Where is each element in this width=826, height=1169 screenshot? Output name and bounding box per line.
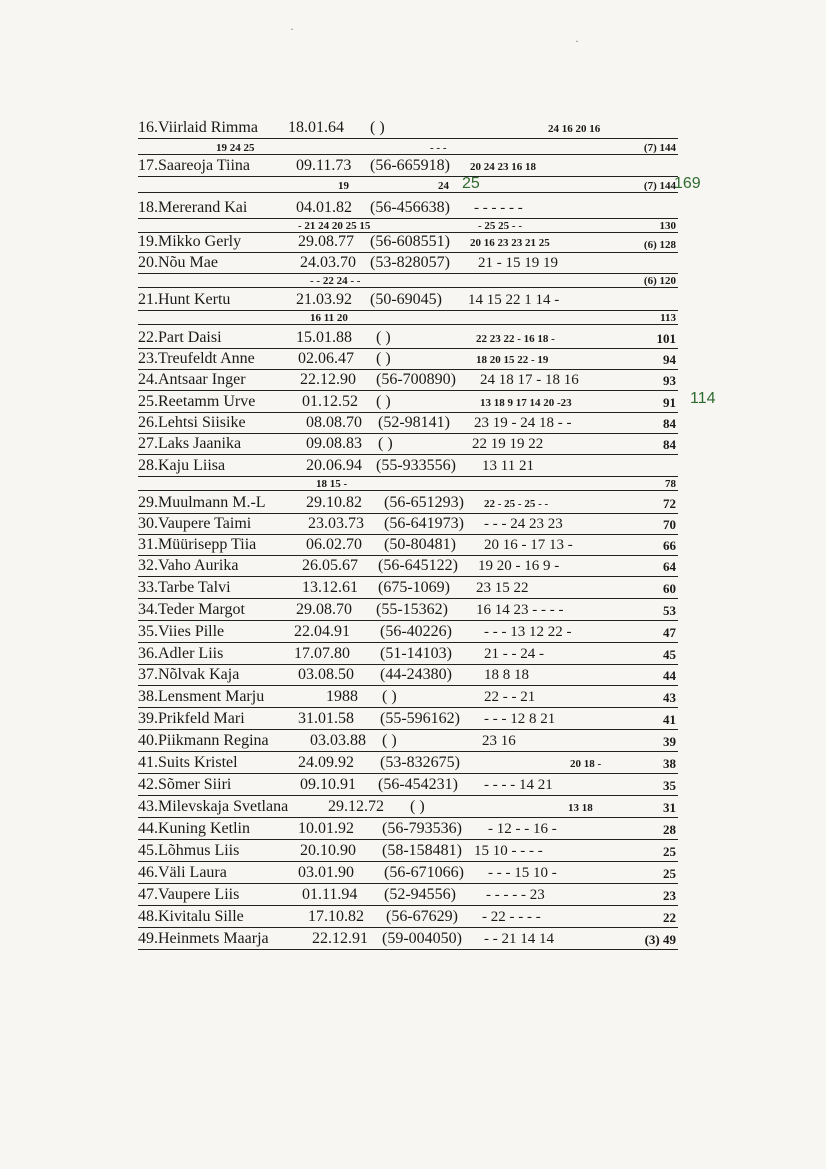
total-score: (6) 120 [643,275,676,287]
id-code: (58-158481) [382,842,462,859]
total-score: 53 [663,603,676,618]
participant-name: 29.Muulmann M.-L [138,494,266,511]
total-score: 93 [663,373,676,388]
id-code: (55-15362) [376,601,448,618]
scores: 13 18 [568,802,593,814]
id-code: ( ) [382,732,397,749]
id-code: (56-454231) [378,776,458,793]
total-score: 45 [663,647,676,662]
participant-name: 20.Nõu Mae [138,254,218,271]
total-score: 28 [663,822,676,837]
id-code: (56-456638) [370,199,450,216]
id-code: ( ) [378,435,393,452]
participant-name: 43.Milevskaja Svetlana [138,798,289,815]
total-score: 23 [663,888,676,903]
list-item [138,907,678,928]
list-item [138,797,678,818]
scores: 23 19 - 24 18 - - [474,415,572,431]
total-score: 78 [665,478,676,490]
birth-date: 13.12.61 [302,579,358,596]
participant-name: 23.Treufeldt Anne [138,350,255,367]
list-item [138,863,678,884]
participant-name: 33.Tarbe Talvi [138,579,231,596]
sub-row [138,140,678,155]
total-score: (7) 144 [643,180,676,192]
scores: 18 20 15 22 - 19 [476,354,549,366]
total-score: 44 [663,668,676,683]
scores: 21 - - 24 - [484,646,544,662]
list-item [138,514,678,535]
sub-scores-2: 24 [438,180,449,192]
participant-name: 49.Heinmets Maarja [138,930,269,947]
scores: 15 10 - - - - [474,843,543,859]
id-code: (50-80481) [384,536,456,553]
id-code: ( ) [410,798,425,815]
list-item [138,775,678,796]
birth-date: 18.01.64 [288,119,344,136]
id-code: (59-004050) [382,930,462,947]
sub-row [138,273,678,288]
scores: - - - 15 10 - [488,865,557,881]
list-item [138,232,678,253]
scores: - - - - - - [474,200,523,216]
sub-scores: - 21 24 20 25 15 [298,220,371,232]
list-item [138,290,678,311]
birth-date: 24.09.92 [298,754,354,771]
birth-date: 03.03.88 [310,732,366,749]
id-code: (56-700890) [376,371,456,388]
id-code: (56-67629) [386,908,458,925]
participant-name: 16.Viirlaid Rimma [138,119,258,136]
participant-name: 17.Saareoja Tiina [138,157,250,174]
sub-scores-2: - - - [430,142,447,154]
participant-name: 37.Nõlvak Kaja [138,666,240,683]
sub-row [138,218,678,233]
sub-scores: 19 [338,180,349,192]
participant-name: 27.Laks Jaanika [138,435,242,452]
total-score: 22 [663,910,676,925]
id-code: (53-832675) [380,754,460,771]
list-item [138,665,678,686]
handwritten-note: 114 [690,390,716,407]
total-score: 39 [663,734,676,749]
scores: 18 8 18 [484,667,529,683]
birth-date: 29.12.72 [328,798,384,815]
participant-name: 31.Müürisepp Tiia [138,536,257,553]
list-item [138,841,678,862]
participant-name: 46.Väli Laura [138,864,227,881]
total-score: (6) 128 [643,239,676,251]
id-code: (56-665918) [370,157,450,174]
scores: 20 24 23 16 18 [470,161,536,173]
list-item [138,413,678,434]
list-item [138,198,678,219]
total-score: 94 [663,352,676,367]
scan-speck: · [575,34,579,48]
scores: 23 16 [482,733,516,749]
total-score: 64 [663,559,676,574]
scores: - 12 - - 16 - [488,821,557,837]
scores: 23 15 22 [476,580,529,596]
birth-date: 22.04.91 [294,623,350,640]
participant-name: 36.Adler Liis [138,645,224,662]
birth-date: 22.12.90 [300,371,356,388]
scores: 20 16 - 17 13 - [484,537,573,553]
scores: - - - - 14 21 [484,777,553,793]
participant-name: 38.Lensment Marju [138,688,265,705]
id-code: (56-40226) [380,623,452,640]
sub-scores-2: - 25 25 - - [478,220,522,232]
birth-date: 01.12.52 [302,393,358,410]
total-score: (7) 144 [643,142,676,154]
id-code: (55-933556) [376,457,456,474]
scores: 20 16 23 23 21 25 [470,237,550,249]
list-item [138,392,678,413]
list-item [138,253,678,274]
total-score: 38 [663,756,676,771]
sub-row [138,178,678,193]
birth-date: 29.08.77 [298,233,354,250]
scores: 22 - - 21 [484,689,536,705]
participant-name: 41.Suits Kristel [138,754,238,771]
birth-date: 15.01.88 [296,329,352,346]
total-score: 72 [663,496,676,511]
list-item [138,118,678,139]
scores: 22 23 22 - 16 18 - [476,333,555,345]
total-score: 31 [663,800,676,815]
birth-date: 21.03.92 [296,291,352,308]
id-code: ( ) [376,350,391,367]
list-item [138,456,678,477]
birth-date: 20.06.94 [306,457,362,474]
participant-name: 47.Vaupere Liis [138,886,240,903]
sub-scores: - - 22 24 - - [310,275,361,287]
birth-date: 09.08.83 [306,435,362,452]
list-item [138,434,678,455]
id-code: (56-793536) [382,820,462,837]
id-code: (52-94556) [384,886,456,903]
birth-date: 08.08.70 [306,414,362,431]
id-code: (52-98141) [378,414,450,431]
birth-date: 02.06.47 [298,350,354,367]
total-score: 66 [663,538,676,553]
total-score: 25 [663,844,676,859]
list-item [138,687,678,708]
birth-date: 04.01.82 [296,199,352,216]
scores: 24 18 17 - 18 16 [480,372,579,388]
scores: - - - - - 23 [486,887,545,903]
birth-date: 29.10.82 [306,494,362,511]
participant-name: 39.Prikfeld Mari [138,710,245,727]
birth-date: 01.11.94 [302,886,358,903]
participant-name: 21.Hunt Kertu [138,291,231,308]
id-code: (50-69045) [370,291,442,308]
participant-name: 40.Piikmann Regina [138,732,269,749]
sub-scores: 16 11 20 [310,312,348,324]
list-item [138,535,678,556]
id-code: (56-651293) [384,494,464,511]
sub-scores: 19 24 25 [216,142,255,154]
list-item [138,349,678,370]
total-score: 25 [663,866,676,881]
total-score: 47 [663,625,676,640]
total-score: (3) 49 [644,932,676,947]
scores: - - 21 14 14 [484,931,554,947]
list-item [138,731,678,752]
scores: 21 - 15 19 19 [478,255,558,271]
scores: 22 - 25 - 25 - - [484,498,549,510]
participant-name: 25.Reetamm Urve [138,393,256,410]
birth-date: 17.07.80 [294,645,350,662]
participant-name: 30.Vaupere Taimi [138,515,252,532]
id-code: ( ) [370,119,385,136]
list-item [138,644,678,665]
birth-date: 22.12.91 [312,930,368,947]
list-item [138,885,678,906]
list-item [138,600,678,621]
total-score: 113 [660,312,676,324]
id-code: (56-671066) [384,864,464,881]
participant-name: 28.Kaju Liisa [138,457,226,474]
id-code: ( ) [376,393,391,410]
birth-date: 03.08.50 [298,666,354,683]
id-code: (53-828057) [370,254,450,271]
id-code: (56-645122) [378,557,458,574]
birth-date: 26.05.67 [302,557,358,574]
scores: 16 14 23 - - - - [476,602,564,618]
id-code: (56-608551) [370,233,450,250]
total-score: 91 [663,395,676,410]
list-item [138,328,678,349]
participant-name: 48.Kivitalu Sille [138,908,244,925]
total-score: 41 [663,712,676,727]
total-score: 70 [663,517,676,532]
list-item [138,370,678,391]
list-item [138,819,678,840]
list-item [138,556,678,577]
id-code: ( ) [382,688,397,705]
birth-date: 20.10.90 [300,842,356,859]
id-code: (56-641973) [384,515,464,532]
participant-name: 42.Sõmer Siiri [138,776,232,793]
sub-row [138,310,678,325]
scores: 13 18 9 17 14 20 -23 [480,397,572,409]
birth-date: 31.01.58 [298,710,354,727]
birth-date: 06.02.70 [306,536,362,553]
birth-date: 17.10.82 [308,908,364,925]
birth-date: 1988 [326,688,358,705]
scores: 14 15 22 1 14 - [468,292,560,308]
scores: - - - 24 23 23 [484,516,563,532]
participant-name: 22.Part Daisi [138,329,222,346]
scores: 22 19 19 22 [472,436,544,452]
scores: - - - 13 12 22 - [484,624,572,640]
scores: - 22 - - - - [482,909,541,925]
participant-name: 45.Lõhmus Liis [138,842,240,859]
total-score: 130 [659,220,676,232]
total-score: 84 [663,437,676,452]
birth-date: 03.01.90 [298,864,354,881]
participant-name: 19.Mikko Gerly [138,233,242,250]
birth-date: 09.10.91 [300,776,356,793]
list-item [138,622,678,643]
list-item [138,709,678,730]
scores: 13 11 21 [482,458,534,474]
total-score: 43 [663,690,676,705]
sub-scores: 18 15 - [316,478,348,490]
handwritten-note: 169 [674,175,701,192]
participant-name: 32.Vaho Aurika [138,557,239,574]
total-score: 84 [663,416,676,431]
participant-name: 44.Kuning Ketlin [138,820,250,837]
list-item [138,493,678,514]
participant-name: 35.Viies Pille [138,623,225,640]
total-score: 101 [656,331,676,346]
participant-name: 34.Teder Margot [138,601,245,618]
birth-date: 29.08.70 [296,601,352,618]
scan-speck: · [290,22,294,36]
id-code: (55-596162) [380,710,460,727]
birth-date: 09.11.73 [296,157,352,174]
handwritten-note: 25 [462,175,480,192]
id-code: (44-24380) [380,666,452,683]
id-code: ( ) [376,329,391,346]
birth-date: 23.03.73 [308,515,364,532]
total-score: 35 [663,778,676,793]
list-item [138,753,678,774]
id-code: (51-14103) [380,645,452,662]
scores: 24 16 20 16 [548,123,601,135]
list-item [138,156,678,177]
list-item [138,578,678,599]
list-item [138,929,678,950]
id-code: (675-1069) [378,579,450,596]
scores: 19 20 - 16 9 - [478,558,560,574]
participant-name: 24.Antsaar Inger [138,371,246,388]
scores: 20 18 - [570,758,602,770]
scores: - - - 12 8 21 [484,711,556,727]
total-score: 60 [663,581,676,596]
sub-row [138,476,678,491]
participant-name: 18.Mererand Kai [138,199,248,216]
participant-name: 26.Lehtsi Siisike [138,414,246,431]
birth-date: 24.03.70 [300,254,356,271]
birth-date: 10.01.92 [298,820,354,837]
